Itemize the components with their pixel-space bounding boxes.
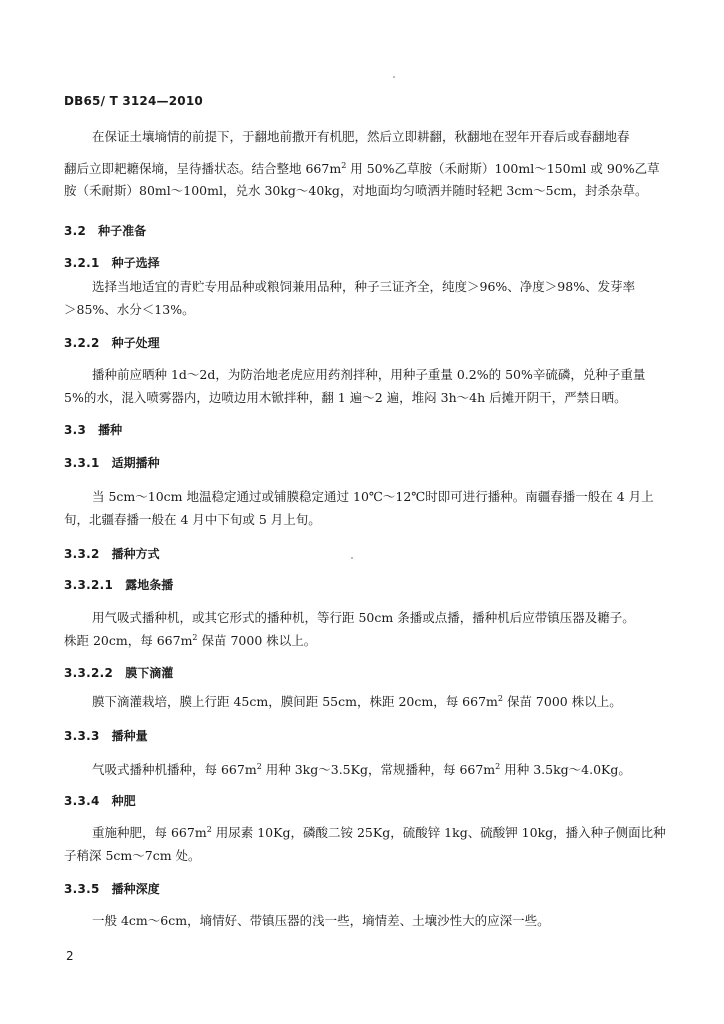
section-number: 3.2.1 xyxy=(64,256,100,270)
section-heading xyxy=(64,254,160,271)
section-title: 播种深度 xyxy=(111,882,160,896)
paragraph-first-line: 用气吸式播种机，或其它形式的播种机，等行距 50cm 条播或点播，播种机后应带镇压器及耱子。 xyxy=(92,610,635,625)
document-code-header: DB65/ T 3124—2010 xyxy=(64,94,203,108)
paragraph-line: 翻后立即耙耱保墒，呈待播状态。结合整地 $667m^2$ 用 50%乙草胺（禾耐斯）100ml～150ml 或 90%乙草 xyxy=(64,161,660,176)
paragraph-first-line: 重施种肥，每 $667m^2$ 用尿素 10Kg，磷酸二铵 25Kg，硫酸锌 1kg、硫酸钾 10kg，播入种子侧面比种 xyxy=(92,825,666,840)
paragraph-first-line: 当 5cm～10cm 地温稳定通过或铺膜稳定通过 10℃～12℃时即可进行播种。南疆春播一般在 4 月上 xyxy=(92,489,654,504)
superscript: 2 xyxy=(192,633,198,642)
section-title: 种子选择 xyxy=(111,256,160,270)
section-number: 3.2 xyxy=(64,224,87,238)
scan-speck xyxy=(351,557,353,559)
section-title: 播种量 xyxy=(111,729,148,743)
section-number: 3.3.1 xyxy=(64,456,100,470)
paragraph-first-line: 选择当地适宜的青贮专用品种或粮饲兼用品种，种子三证齐全，纯度＞96%、净度＞98%、发芽率 xyxy=(92,279,636,294)
paragraph-line: 旬，北疆春播一般在 4 月中下旬或 5 月上旬。 xyxy=(64,512,321,527)
section-title: 播种 xyxy=(98,423,123,437)
section-heading xyxy=(64,222,146,239)
paragraph-first-line: 在保证土壤墒情的前提下，于翻地前撒开有机肥，然后立即耕翻，秋翻地在翌年开春后或春翻地春 xyxy=(92,129,630,144)
superscript: 2 xyxy=(206,825,212,834)
paragraph-line: ＞85%、水分＜13%。 xyxy=(64,302,195,317)
paragraph-line: 5%的水，混入喷雾器内，边喷边用木锨拌种，翻 1 遍～2 遍，堆闷 3h～4h 后摊开阴干，严禁日晒。 xyxy=(64,390,627,405)
scan-speck xyxy=(393,76,395,78)
paragraph-line: 子稍深 5cm～7cm 处。 xyxy=(64,848,201,863)
section-number: 3.3.2.1 xyxy=(64,578,114,592)
section-heading xyxy=(64,545,160,562)
paragraph-first-line: 气吸式播种机播种，每 $667m^2$ 用种 3kg～3.5Kg，常规播种，每 $667m^2$ 用种 3.5kg～4.0Kg。 xyxy=(92,762,631,777)
section-title: 种子准备 xyxy=(98,224,147,238)
section-number: 3.3.4 xyxy=(64,794,100,808)
section-number: 3.3 xyxy=(64,423,87,437)
section-title: 膜下滴灌 xyxy=(125,666,174,680)
superscript: 2 xyxy=(341,161,347,170)
section-title: 播种方式 xyxy=(111,547,160,561)
section-heading xyxy=(64,454,160,471)
section-heading xyxy=(64,664,173,681)
section-number: 3.3.2 xyxy=(64,547,100,561)
superscript: 2 xyxy=(497,694,503,703)
section-title: 适期播种 xyxy=(111,456,160,470)
section-heading xyxy=(64,334,160,351)
paragraph-first-line: 一般 4cm～6cm，墒情好、带镇压器的浅一些，墒情差、土壤沙性大的应深一些。 xyxy=(92,913,550,928)
section-heading xyxy=(64,792,136,809)
superscript: 2 xyxy=(495,762,501,771)
section-title: 露地条播 xyxy=(125,578,174,592)
paragraph-line: 胺（禾耐斯）80ml～100ml，兑水 30kg～40kg，对地面均匀喷洒并随时轻耙 3cm～5cm，封杀杂草。 xyxy=(64,183,648,198)
section-title: 种肥 xyxy=(111,794,136,808)
section-number: 3.3.3 xyxy=(64,729,100,743)
section-heading xyxy=(64,421,122,438)
page-number: 2 xyxy=(66,949,74,963)
section-heading xyxy=(64,880,160,897)
superscript: 2 xyxy=(256,762,262,771)
section-heading xyxy=(64,576,173,593)
section-title: 种子处理 xyxy=(111,336,160,350)
paragraph-line: 株距 20cm，每 $667m^2$ 保苗 7000 株以上。 xyxy=(64,633,317,648)
paragraph-first-line: 膜下滴灌栽培，膜上行距 45cm，膜间距 55cm，株距 20cm，每 $667m^2$ 保苗 7000 株以上。 xyxy=(92,694,622,709)
section-heading xyxy=(64,727,148,744)
section-number: 3.3.2.2 xyxy=(64,666,114,680)
section-number: 3.3.5 xyxy=(64,882,100,896)
paragraph-first-line: 播种前应晒种 1d～2d，为防治地老虎应用药剂拌种，用种子重量 0.2%的 50%辛硫磷，兑种子重量 xyxy=(92,367,646,382)
section-number: 3.2.2 xyxy=(64,336,100,350)
